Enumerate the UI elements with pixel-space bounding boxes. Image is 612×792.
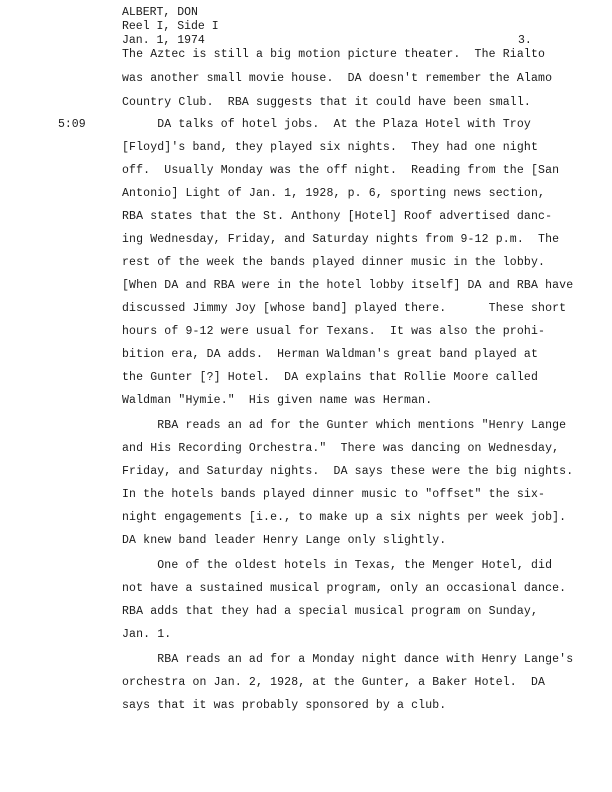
- header-reel: Reel I, Side I: [122, 20, 219, 33]
- text-line: says that it was probably sponsored by a club.: [122, 699, 447, 712]
- text-line: ing Wednesday, Friday, and Saturday nights from 9-12 p.m. The: [122, 233, 560, 246]
- text-line: orchestra on Jan. 2, 1928, at the Gunter, a Baker Hotel. DA: [122, 676, 546, 689]
- header-name: ALBERT, DON: [122, 6, 198, 19]
- text-line: night engagements [i.e., to make up a six nights per week job].: [122, 511, 567, 524]
- page-header: [122, 6, 219, 48]
- text-line: Waldman "Hymie." His given name was Herman.: [122, 394, 433, 407]
- text-line: Jan. 1.: [122, 628, 172, 641]
- text-line: One of the oldest hotels in Texas, the Menger Hotel, did: [122, 559, 553, 572]
- text-line: Country Club. RBA suggests that it could have been small.: [122, 96, 531, 109]
- tape-timestamp: 5:09: [58, 118, 86, 131]
- text-line: the Gunter [?] Hotel. DA explains that Rollie Moore called: [122, 371, 539, 384]
- text-line: RBA adds that they had a special musical program on Sunday,: [122, 605, 539, 618]
- text-line: [When DA and RBA were in the hotel lobby itself] DA and RBA have: [122, 279, 574, 292]
- text-line: DA knew band leader Henry Lange only slightly.: [122, 534, 447, 547]
- text-line: RBA reads an ad for the Gunter which mentions "Henry Lange: [122, 419, 567, 432]
- text-line: discussed Jimmy Joy [whose band] played there. These short: [122, 302, 567, 315]
- text-line: Antonio] Light of Jan. 1, 1928, p. 6, sporting news section,: [122, 187, 546, 200]
- text-line: and His Recording Orchestra." There was dancing on Wednesday,: [122, 442, 560, 455]
- text-line: The Aztec is still a big motion picture theater. The Rialto: [122, 48, 546, 61]
- text-line: off. Usually Monday was the off night. Reading from the [San: [122, 164, 560, 177]
- text-line: bition era, DA adds. Herman Waldman's great band played at: [122, 348, 539, 361]
- header-date: Jan. 1, 1974: [122, 34, 205, 47]
- text-line: RBA states that the St. Anthony [Hotel] Roof advertised danc-: [122, 210, 553, 223]
- text-line: not have a sustained musical program, only an occasional dance.: [122, 582, 567, 595]
- text-line: [Floyd]'s band, they played six nights. They had one night: [122, 141, 539, 154]
- text-line: RBA reads an ad for a Monday night dance with Henry Lange's: [122, 653, 574, 666]
- text-line: hours of 9-12 were usual for Texans. It was also the prohi-: [122, 325, 546, 338]
- text-line: DA talks of hotel jobs. At the Plaza Hotel with Troy: [122, 118, 531, 131]
- page-number: 3.: [518, 34, 532, 47]
- text-line: rest of the week the bands played dinner music in the lobby.: [122, 256, 546, 269]
- text-line: Friday, and Saturday nights. DA says these were the big nights.: [122, 465, 574, 478]
- text-line: was another small movie house. DA doesn't remember the Alamo: [122, 72, 553, 85]
- text-line: In the hotels bands played dinner music to "offset" the six-: [122, 488, 546, 501]
